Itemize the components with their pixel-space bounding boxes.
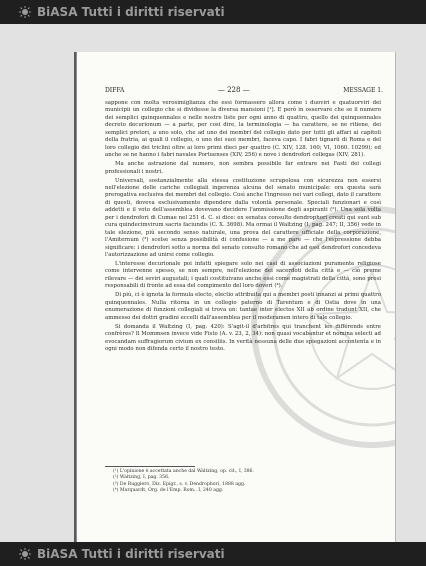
footnote: (²) Waltzing, I, pag. 356. — [113, 475, 170, 481]
footnote-rule — [105, 466, 195, 467]
header-left: DIFFA — [105, 86, 125, 94]
sun-logo-icon — [18, 548, 32, 560]
paragraph: Si domanda il Waltzing (I, pag. 420): S'agit-il d'arbitres qui tranchent les différends entre confrères? Il Mommsen invece vide Fisto (A. v. 23, 2, 34): non quasi vocabantur et nomina selecti ad evocandam suffragiorum civium ex consiliis. In verità nessuna delle due spiegazioni accontenta e in ogni modo non difenda certo il nostro testo. — [105, 323, 381, 352]
running-header — [105, 86, 383, 94]
paragraph: Ma anche astrazione dal numero, non sembra possibile far entrare nei Fasti dei collegi professionali i nostri. — [105, 161, 381, 175]
paragraph: Universali, sostanzialmente alla stessa costituzione scrupolosa con sicurezza non essersi nell'elezione delle cariche collegiali ingerenza alcuna del senato municipale: ora questa sarà prerogativa esclusiva dei membri del collegio. Così anche l'ingresso nei vari collegi, dato il carattere di questi, doveva esclusivamente dipendere dalla volontà personale. Speciali funzionari e così addetti e il voto dell'assemblea dovevano decidere l'ammissione degli aspiranti (²). Una sola volta per i dendrofori di Cumae nel 251 d. C. si dice: ex senatus consulto dendrophori creati qui sunt sub cura quindecimvirum sacris faciundis (C. X. 3698). Ma ormai il Waltzing (I, pag. 247; II, 356) vede in tale elezione, più secondo senso naturale, una prova del carattere ufficiale della corporazione, l'Amiternum (³) scelse senza possibilità di confusione — a me pare — che l'espressione debba significare: i dendrofori sotto a norma del senato consulto romano che ad essi dendrofori concedeva l'autorizzazione ad unirsi come collegio. — [105, 177, 381, 259]
footnotes — [105, 466, 381, 495]
banner-text: BiASA Tutti i diritti riservati — [37, 547, 225, 561]
body-text — [105, 100, 381, 355]
sun-logo-icon — [18, 6, 32, 18]
paragraph: L'interesse decurionale poi infatti spiegare solo nei casi di associazioni puramente religiose come intervenne spesso, se non sempre, nell'elezione dei sacerdoti della città e — ciò preme rilevare — dei seviri augustali; i quali costituivano anche essi come magistrati della città, sono presi responsabili di fronte ad essa del compimento del loro doveri (⁴). — [105, 261, 381, 290]
page-number: — 228 — — [217, 86, 250, 94]
paragraph: sappone con molta verosimiglianza che essi formassero allora come i duoviri e quatuorviri dei municipii un collegio che si dividesse la diversa mansioni [¹]. E però in osservare che se il numero dei semplici quinquennales e nelle nostre liste per ogni anno di quattro, quello dei quinquennales decreto decurionum — a parte, per cosi dire, la terminologia — ha carattere, se ne ritiene, dei semplici pretori, a uno solo, che ad uno dei membri del collegio dato per tutti gli affari ai capitoli della fratria, ai quali il collegio, o uno dei suoi membri, faceva capo. I fabri tignarii di Roma e del loro collegio dei triclini oltre ai loro primi dieci per quattro (C. XIV, 128. 160; VI, 1060. 10299); ed anche se ne hanno i fabri navales Portuenses (XIV, 256) e nove i dendrofori collegas (XIV, 281). — [105, 100, 381, 159]
document-page — [76, 52, 396, 556]
banner-text: BiASA Tutti i diritti riservati — [37, 5, 225, 19]
paragraph: Di più, ci è ignota la formula electo, electio attribuita qui a membri posti innanzi ai primi quattro quinquennales. Nulla ritorna in un collegio paterno di Tarentum e di Ostia dove in una enumerazione di funzioni collegiali si trova un: tantae inter electos XII ab ordine tradunt XII, che ammesso dei dottri gradini eccelli dall'assemblea per il moderamen intero di tale collegio. — [105, 292, 381, 321]
footnote: (¹) L'opinione è accettata anche dal Waltzing, op. cit., I, 386. — [113, 469, 254, 474]
footnote: (³) De Ruggiero, Diz. Epigr., s. v. Dendrophori, 1888 agg. — [113, 481, 246, 487]
bottom-watermark-banner — [0, 542, 426, 566]
top-watermark-banner — [0, 0, 426, 24]
header-right: MESSAGE 1. — [343, 86, 383, 94]
scanned-page-area — [0, 24, 426, 542]
footnote: (⁴) Marquardt, Org. de l'Emp. Rom., I, 240 agg. — [113, 488, 224, 494]
